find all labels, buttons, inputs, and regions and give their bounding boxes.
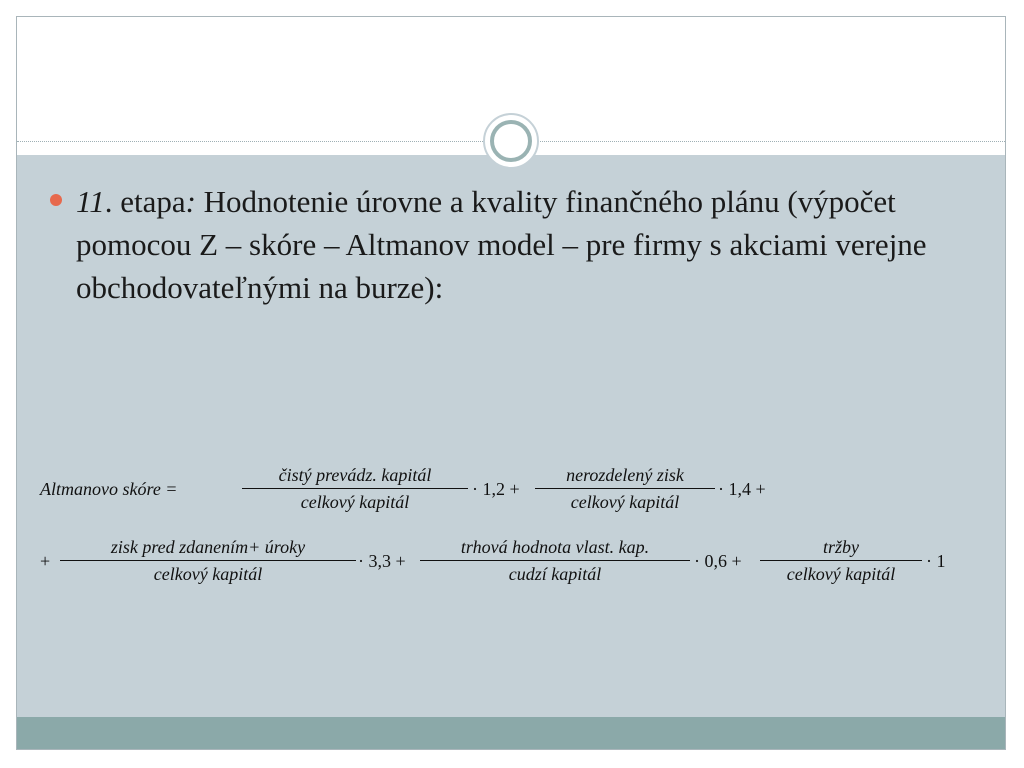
- step-number: 11: [76, 184, 105, 219]
- bullet-text: [76, 180, 936, 309]
- fraction-3: [60, 536, 356, 585]
- fraction-1: [242, 464, 468, 513]
- fraction-5-denominator: celkový kapitál: [786, 564, 896, 584]
- fraction-3-numerator: zisk pred zdanením+ úroky: [110, 537, 306, 557]
- fraction-4: [420, 536, 690, 585]
- fraction-2: [535, 464, 715, 513]
- fraction-2-bar: [535, 488, 715, 489]
- fraction-5: [760, 536, 922, 585]
- plus-sign: +: [40, 551, 51, 571]
- fraction-2-numerator: nerozdelený zisk: [566, 465, 684, 485]
- bullet-dot-icon: [50, 194, 62, 206]
- step-description: Hodnotenie úrovne a kvality finančného plánu (výpočet pomocou Z – skóre – Altmanov model – pre firmy s akciami verejne obchodovateľnými na burze):: [76, 184, 927, 305]
- coef-5: · 1: [926, 551, 946, 571]
- coef-2: · 1,4 +: [718, 479, 766, 499]
- fraction-2-denominator: celkový kapitál: [570, 492, 680, 512]
- coef-3: · 3,3 +: [358, 551, 406, 571]
- fraction-1-denominator: celkový kapitál: [300, 492, 410, 512]
- step-dot: .: [104, 184, 113, 219]
- step-word: etapa: [120, 184, 186, 219]
- fraction-3-denominator: celkový kapitál: [153, 564, 263, 584]
- fraction-3-bar: [60, 560, 356, 561]
- fraction-4-denominator: cudzí kapitál: [508, 564, 602, 584]
- fraction-5-numerator: tržby: [823, 537, 859, 557]
- circle-ornament-icon: [483, 113, 539, 169]
- fraction-1-numerator: čistý prevádz. kapitál: [278, 465, 432, 485]
- fraction-4-numerator: trhová hodnota vlast. kap.: [460, 537, 650, 557]
- fraction-4-bar: [420, 560, 690, 561]
- footer-band: [17, 717, 1005, 749]
- coef-1: · 1,2 +: [472, 479, 520, 499]
- coef-4: · 0,6 +: [694, 551, 742, 571]
- step-colon: :: [185, 184, 196, 219]
- fraction-5-bar: [760, 560, 922, 561]
- fraction-1-bar: [242, 488, 468, 489]
- formula-lhs: Altmanovo skóre =: [40, 479, 178, 499]
